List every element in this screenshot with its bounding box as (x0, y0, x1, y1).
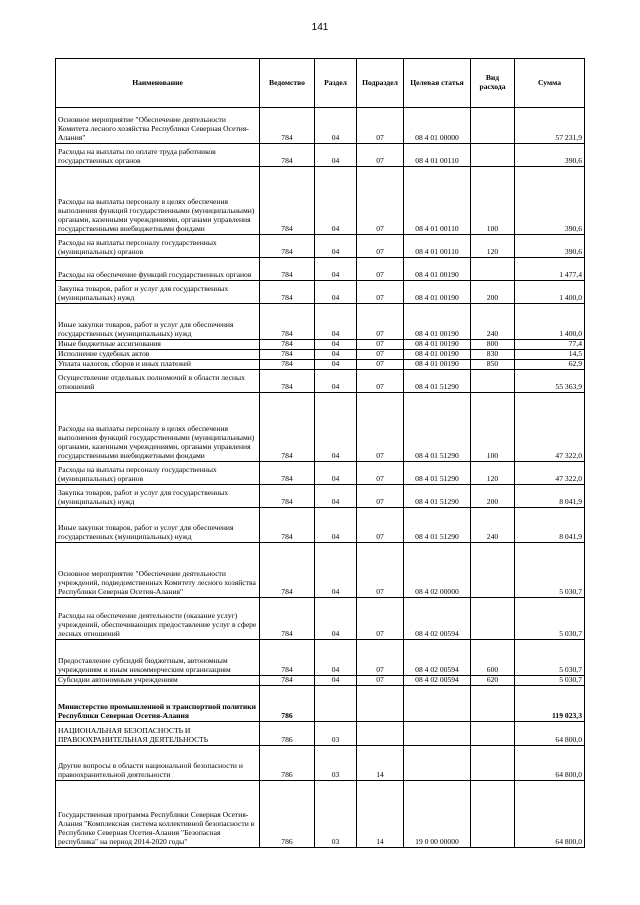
cell-subsection: 07 (357, 542, 404, 597)
cell-subsection: 14 (357, 780, 404, 847)
cell-dept: 786 (260, 780, 315, 847)
cell-subsection: 07 (357, 349, 404, 359)
cell-exp-type (471, 108, 515, 144)
table-row (56, 542, 585, 597)
cell-sum: 64 800,0 (515, 721, 585, 745)
cell-section: 04 (315, 675, 357, 685)
cell-exp-type: 240 (471, 304, 515, 340)
cell-sum: 47 322,0 (515, 392, 585, 461)
cell-name: Предоставление субсидий бюджетным, автономным учреждениям и иным некоммерческим организациям (56, 639, 260, 675)
cell-subsection: 14 (357, 745, 404, 780)
cell-section: 04 (315, 392, 357, 461)
cell-section (315, 685, 357, 721)
cell-exp-type: 120 (471, 235, 515, 258)
cell-dept: 784 (260, 144, 315, 167)
cell-sum: 5 030,7 (515, 675, 585, 685)
header-target: Целевая статья (404, 59, 471, 108)
page-number: 141 (311, 22, 329, 33)
cell-name: Расходы на выплаты по оплате труда работников государственных органов (56, 144, 260, 167)
cell-target: 08 4 01 00190 (404, 349, 471, 359)
cell-sum: 390,6 (515, 167, 585, 235)
cell-exp-type: 600 (471, 639, 515, 675)
table-row (56, 167, 585, 235)
cell-name: Расходы на выплаты персоналу в целях обеспечения выполнения функций государственными (муниципальными) органами, казенными учреждениями, органами управления государственными внебюджетными фондами (56, 167, 260, 235)
cell-name: Расходы на обеспечение функций государственных органов (56, 258, 260, 281)
cell-section: 04 (315, 235, 357, 258)
cell-sum: 390,6 (515, 144, 585, 167)
cell-name: Расходы на обеспечение деятельности (оказание услуг) учреждений, обеспечивающих предоставление услуг в сфере лесных отношений (56, 597, 260, 639)
cell-target: 08 4 01 00110 (404, 235, 471, 258)
cell-sum: 57 231,9 (515, 108, 585, 144)
cell-dept: 784 (260, 281, 315, 304)
cell-dept: 784 (260, 484, 315, 507)
cell-exp-type (471, 369, 515, 392)
cell-target: 08 4 01 51290 (404, 369, 471, 392)
cell-name: Основное мероприятие "Обеспечение деятельности учреждений, подведомственных Комитету лесного хозяйства Республики Северная Осетия-Алания" (56, 542, 260, 597)
cell-dept: 786 (260, 745, 315, 780)
cell-name: Государственная программа Республики Северная Осетия-Алания "Комплексная система коллективной безопасности в Республике Северная Осетия-Алания "Безопасная республика" на период 2014-2020 годы" (56, 780, 260, 847)
cell-section: 04 (315, 461, 357, 484)
cell-target: 08 4 01 51290 (404, 507, 471, 542)
cell-dept: 786 (260, 685, 315, 721)
header-name: Наименование (56, 59, 260, 108)
cell-target: 08 4 01 51290 (404, 484, 471, 507)
cell-section: 04 (315, 258, 357, 281)
cell-subsection: 07 (357, 484, 404, 507)
cell-exp-type: 200 (471, 484, 515, 507)
table-row (56, 675, 585, 685)
cell-dept: 786 (260, 721, 315, 745)
cell-section: 04 (315, 349, 357, 359)
table-row (56, 359, 585, 369)
cell-exp-type: 240 (471, 507, 515, 542)
cell-exp-type: 100 (471, 167, 515, 235)
table-row (56, 484, 585, 507)
cell-target: 19 0 00 00000 (404, 780, 471, 847)
cell-subsection (357, 721, 404, 745)
table-row (56, 304, 585, 340)
table-row (56, 780, 585, 847)
cell-exp-type (471, 144, 515, 167)
header-subsection: Подраздел (357, 59, 404, 108)
cell-target: 08 4 01 00000 (404, 108, 471, 144)
cell-section: 04 (315, 144, 357, 167)
cell-target: 08 4 02 00594 (404, 675, 471, 685)
cell-name: Другие вопросы в области национальной безопасности и правоохранительной деятельности (56, 745, 260, 780)
cell-name: Уплата налогов, сборов и иных платежей (56, 359, 260, 369)
cell-target: 08 4 01 00190 (404, 340, 471, 350)
cell-subsection: 07 (357, 304, 404, 340)
cell-exp-type (471, 721, 515, 745)
budget-table (55, 58, 585, 848)
cell-dept: 784 (260, 349, 315, 359)
cell-name: Министерство промышленной и транспортной политики Республики Северная Осетия-Алания (56, 685, 260, 721)
cell-name: Закупка товаров, работ и услуг для государственных (муниципальных) нужд (56, 484, 260, 507)
cell-dept: 784 (260, 675, 315, 685)
table-row (56, 745, 585, 780)
cell-name: Исполнение судебных актов (56, 349, 260, 359)
cell-name: Субсидии автономным учреждениям (56, 675, 260, 685)
cell-section: 04 (315, 108, 357, 144)
table-row (56, 392, 585, 461)
header-section: Раздел (315, 59, 357, 108)
cell-section: 03 (315, 721, 357, 745)
cell-section: 04 (315, 639, 357, 675)
cell-dept: 784 (260, 108, 315, 144)
cell-section: 04 (315, 507, 357, 542)
cell-target (404, 745, 471, 780)
cell-subsection: 07 (357, 258, 404, 281)
cell-subsection: 07 (357, 359, 404, 369)
cell-subsection: 07 (357, 235, 404, 258)
cell-subsection: 07 (357, 675, 404, 685)
cell-target: 08 4 02 00594 (404, 639, 471, 675)
cell-sum: 77,4 (515, 340, 585, 350)
cell-target: 08 4 01 00190 (404, 359, 471, 369)
cell-subsection: 07 (357, 144, 404, 167)
cell-subsection: 07 (357, 597, 404, 639)
cell-exp-type: 200 (471, 281, 515, 304)
cell-target: 08 4 01 00190 (404, 304, 471, 340)
cell-sum: 5 030,7 (515, 542, 585, 597)
cell-dept: 784 (260, 392, 315, 461)
cell-subsection: 07 (357, 108, 404, 144)
cell-section: 04 (315, 542, 357, 597)
cell-subsection: 07 (357, 281, 404, 304)
cell-section: 04 (315, 167, 357, 235)
cell-sum: 8 041,9 (515, 484, 585, 507)
cell-sum: 5 030,7 (515, 639, 585, 675)
cell-name: Иные закупки товаров, работ и услуг для обеспечения государственных (муниципальных) нужд (56, 507, 260, 542)
cell-section: 04 (315, 369, 357, 392)
table-row (56, 721, 585, 745)
cell-target: 08 4 01 00190 (404, 258, 471, 281)
cell-subsection: 07 (357, 167, 404, 235)
cell-section: 03 (315, 745, 357, 780)
cell-target: 08 4 02 00000 (404, 542, 471, 597)
cell-name: Иные закупки товаров, работ и услуг для обеспечения государственных (муниципальных) нужд (56, 304, 260, 340)
cell-section: 04 (315, 281, 357, 304)
cell-dept: 784 (260, 359, 315, 369)
table-row (56, 144, 585, 167)
cell-dept: 784 (260, 461, 315, 484)
cell-section: 04 (315, 484, 357, 507)
cell-name: Расходы на выплаты персоналу в целях обеспечения выполнения функций государственными (муниципальными) органами, казенными учреждениями, органами управления государственными внебюджетными фондами (56, 392, 260, 461)
cell-name: Закупка товаров, работ и услуг для государственных (муниципальных) нужд (56, 281, 260, 304)
cell-sum: 119 023,3 (515, 685, 585, 721)
cell-sum: 14,5 (515, 349, 585, 359)
table-row (56, 597, 585, 639)
cell-sum: 55 363,9 (515, 369, 585, 392)
cell-dept: 784 (260, 507, 315, 542)
cell-exp-type: 850 (471, 359, 515, 369)
table-row (56, 639, 585, 675)
cell-target: 08 4 01 00110 (404, 144, 471, 167)
cell-name: Иные бюджетные ассигнования (56, 340, 260, 350)
cell-sum: 8 041,9 (515, 507, 585, 542)
cell-subsection: 07 (357, 507, 404, 542)
cell-sum: 1 477,4 (515, 258, 585, 281)
table-row (56, 507, 585, 542)
cell-target: 08 4 01 51290 (404, 392, 471, 461)
cell-exp-type (471, 745, 515, 780)
cell-section: 04 (315, 340, 357, 350)
cell-subsection: 07 (357, 639, 404, 675)
cell-sum: 1 400,0 (515, 304, 585, 340)
cell-target: 08 4 01 00110 (404, 167, 471, 235)
table-body (56, 108, 585, 848)
cell-dept: 784 (260, 167, 315, 235)
cell-dept: 784 (260, 542, 315, 597)
table-row (56, 685, 585, 721)
cell-exp-type (471, 780, 515, 847)
cell-sum: 5 030,7 (515, 597, 585, 639)
table-row (56, 340, 585, 350)
cell-sum: 1 400,0 (515, 281, 585, 304)
cell-target: 08 4 01 51290 (404, 461, 471, 484)
cell-name: Расходы на выплаты персоналу государственных (муниципальных) органов (56, 461, 260, 484)
cell-dept: 784 (260, 639, 315, 675)
cell-exp-type (471, 685, 515, 721)
header-dept: Ведомство (260, 59, 315, 108)
table-row (56, 108, 585, 144)
cell-section: 04 (315, 597, 357, 639)
cell-exp-type: 120 (471, 461, 515, 484)
cell-name: Осуществление отдельных полномочий в области лесных отношений (56, 369, 260, 392)
cell-exp-type: 830 (471, 349, 515, 359)
cell-dept: 784 (260, 597, 315, 639)
cell-section: 04 (315, 304, 357, 340)
cell-exp-type (471, 597, 515, 639)
cell-target (404, 685, 471, 721)
cell-exp-type: 800 (471, 340, 515, 350)
cell-section: 03 (315, 780, 357, 847)
cell-dept: 784 (260, 304, 315, 340)
header-exp-type: Вид расхода (471, 59, 515, 108)
cell-dept: 784 (260, 340, 315, 350)
table-row (56, 349, 585, 359)
cell-exp-type: 100 (471, 392, 515, 461)
cell-sum: 47 322,0 (515, 461, 585, 484)
cell-subsection (357, 685, 404, 721)
table-row (56, 281, 585, 304)
cell-dept: 784 (260, 258, 315, 281)
table-row (56, 258, 585, 281)
cell-dept: 784 (260, 369, 315, 392)
cell-name: НАЦИОНАЛЬНАЯ БЕЗОПАСНОСТЬ И ПРАВООХРАНИТЕЛЬНАЯ ДЕЯТЕЛЬНОСТЬ (56, 721, 260, 745)
table-header-row (56, 59, 585, 108)
cell-exp-type: 620 (471, 675, 515, 685)
cell-exp-type (471, 258, 515, 281)
cell-target: 08 4 02 00594 (404, 597, 471, 639)
header-sum: Сумма (515, 59, 585, 108)
cell-sum: 390,6 (515, 235, 585, 258)
cell-subsection: 07 (357, 461, 404, 484)
cell-sum: 62,9 (515, 359, 585, 369)
cell-exp-type (471, 542, 515, 597)
cell-sum: 64 800,0 (515, 745, 585, 780)
cell-section: 04 (315, 359, 357, 369)
table-row (56, 461, 585, 484)
cell-target: 08 4 01 00190 (404, 281, 471, 304)
table-row (56, 369, 585, 392)
cell-name: Основное мероприятие "Обеспечение деятельности Комитета лесного хозяйства Республики Северная Осетия-Алания" (56, 108, 260, 144)
cell-subsection: 07 (357, 369, 404, 392)
table-row (56, 235, 585, 258)
cell-name: Расходы на выплаты персоналу государственных (муниципальных) органов (56, 235, 260, 258)
cell-target (404, 721, 471, 745)
cell-dept: 784 (260, 235, 315, 258)
cell-subsection: 07 (357, 340, 404, 350)
cell-sum: 64 800,0 (515, 780, 585, 847)
cell-subsection: 07 (357, 392, 404, 461)
